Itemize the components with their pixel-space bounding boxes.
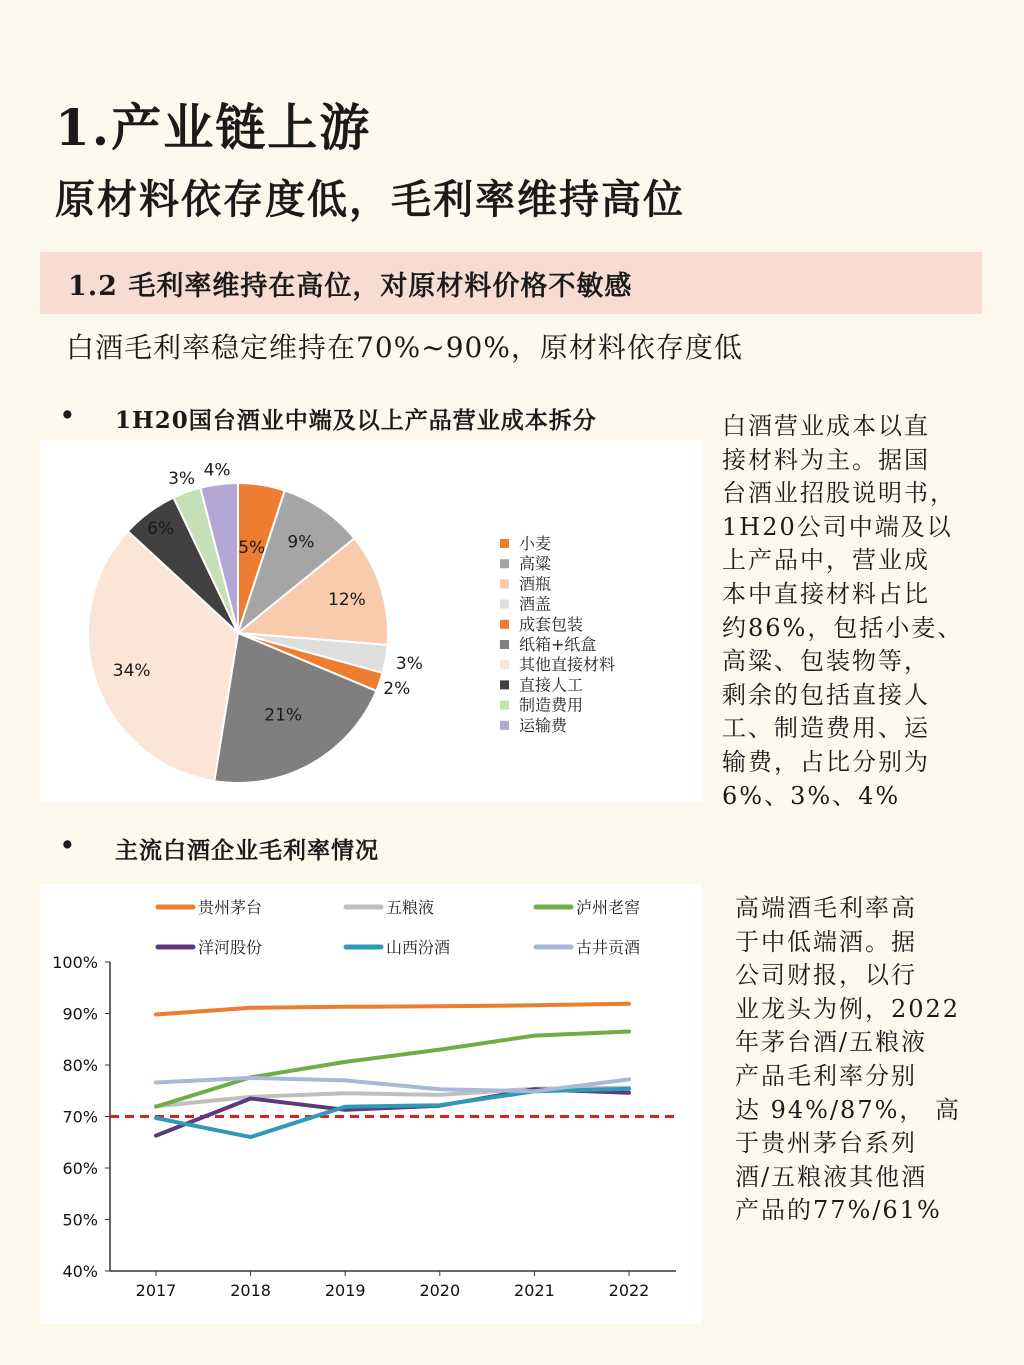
pie-chart-panel [40, 440, 702, 802]
line-note-line: 年茅台酒/五粮液 [735, 1028, 928, 1057]
pie-note-line: 台酒业招股说明书， [722, 479, 956, 508]
legend-label: 成套包装 [519, 614, 584, 634]
legend-swatch [500, 721, 509, 730]
y-tick-label: 60% [62, 1159, 98, 1178]
line-chart-panel [40, 884, 702, 1324]
x-tick-label: 2021 [514, 1281, 555, 1300]
line-note-line: 达 94%/87%， 高 [735, 1095, 962, 1124]
intro-text: 白酒毛利率稳定维持在70%~90%，原材料依存度低 [66, 331, 743, 364]
pie-data-label: 5% [238, 538, 266, 559]
y-tick-label: 40% [62, 1262, 98, 1281]
legend-swatch [500, 701, 509, 710]
pie-note-line: 上产品中，营业成 [722, 546, 930, 575]
series-line [156, 1089, 629, 1135]
x-tick-label: 2022 [608, 1281, 650, 1300]
y-tick-label: 80% [62, 1056, 98, 1075]
pie-note-line: 1H20公司中端及以 [722, 512, 953, 541]
legend-label: 高粱 [519, 554, 552, 574]
x-tick-label: 2018 [230, 1281, 271, 1300]
pie-chart [40, 440, 702, 802]
line-note-line: 酒/五粮液其他酒 [735, 1162, 928, 1191]
legend-swatch [500, 680, 509, 689]
pie-data-label: 3% [168, 469, 196, 489]
pie-note [722, 410, 963, 813]
line-note [735, 892, 961, 1228]
y-tick-label: 70% [62, 1107, 98, 1127]
line-note-line: 公司财报，以行 [735, 961, 917, 990]
pie-note-line: 本中直接材料占比 [722, 579, 930, 608]
line-note-line: 高端酒毛利率高 [735, 894, 917, 922]
legend-label: 直接人工 [519, 675, 584, 695]
legend-label: 洋河股份 [198, 938, 263, 957]
legend-label: 五粮液 [386, 898, 435, 917]
legend-label: 贵州茅台 [198, 898, 263, 917]
line-note-line: 产品毛利率分别 [735, 1061, 917, 1090]
x-tick-label: 2017 [135, 1281, 177, 1300]
pie-data-label: 3% [395, 654, 423, 675]
x-tick-label: 2019 [324, 1281, 366, 1300]
pie-data-label: 34% [112, 660, 151, 681]
pie-note-line: 输费，占比分别为 [722, 747, 930, 776]
legend-label: 酒瓶 [519, 574, 552, 594]
legend-label: 酒盖 [519, 594, 552, 614]
pie-note-line: 白酒营业成本以直 [722, 412, 930, 440]
pie-data-label: 21% [264, 705, 303, 726]
y-tick-label: 90% [62, 1004, 98, 1024]
pie-data-label: 12% [328, 590, 366, 611]
legend-swatch [500, 559, 509, 568]
legend-label: 古井贡酒 [576, 938, 641, 957]
legend-label: 运输费 [519, 715, 568, 735]
legend-swatch [500, 539, 509, 548]
legend-swatch [500, 620, 509, 629]
bullet-dot: • [60, 402, 76, 429]
legend-swatch [500, 600, 509, 609]
pie-note-line: 约86%，包括小麦、 [722, 613, 964, 642]
legend-label: 其他直接材料 [519, 655, 616, 675]
section-heading-band [40, 252, 982, 314]
line-note-line: 于贵州茅台系列 [735, 1129, 917, 1158]
pie-note-line: 高粱、包装物等， [722, 647, 930, 676]
pie-note-line: 接材料为主。据国 [722, 445, 930, 474]
bullet-dot: • [60, 832, 76, 859]
pie-data-label: 9% [287, 532, 315, 553]
y-tick-label: 50% [62, 1210, 98, 1230]
legend-label: 山西汾酒 [386, 938, 451, 957]
legend-label: 制造费用 [519, 695, 584, 715]
pie-data-label: 6% [147, 518, 175, 539]
pie-data-label: 2% [383, 678, 411, 699]
pie-data-label: 4% [203, 460, 231, 481]
legend-swatch [500, 579, 509, 588]
line-note-line: 于中低端酒。据 [735, 927, 917, 956]
legend-swatch [500, 660, 509, 669]
line-chart [40, 884, 702, 1324]
legend-label: 泸州老窖 [576, 898, 641, 917]
pie-note-line: 工、制造费用、运 [722, 714, 930, 743]
pie-note-line: 6%、3%、4% [722, 781, 901, 810]
section-heading: 1.2 毛利率维持在高位，对原材料价格不敏感 [68, 271, 633, 302]
y-tick-label: 100% [52, 953, 98, 972]
pie-chart-heading-text: 1H20国台酒业中端及以上产品营业成本拆分 [115, 407, 597, 434]
line-note-line: 业龙头为例，2022 [735, 994, 961, 1023]
legend-label: 小麦 [519, 534, 552, 553]
series-line [156, 1004, 629, 1015]
page-subtitle: 原材料依存度低，毛利率维持高位 [55, 176, 685, 223]
page-title: 1.产业链上游 [55, 98, 372, 157]
legend-label: 纸箱+纸盒 [519, 635, 597, 654]
pie-note-line: 剩余的包括直接人 [722, 680, 930, 709]
legend-swatch [500, 640, 509, 649]
x-tick-label: 2020 [419, 1281, 461, 1300]
line-chart-heading-text: 主流白酒企业毛利率情况 [115, 837, 379, 864]
line-note-line: 产品的77%/61% [735, 1196, 942, 1225]
